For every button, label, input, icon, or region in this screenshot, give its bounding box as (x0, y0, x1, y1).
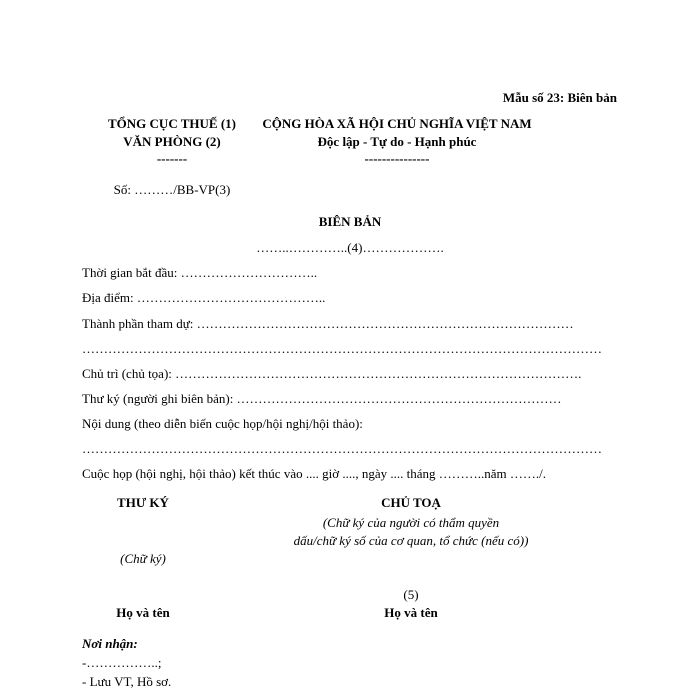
document-subtitle: ……..…………..(4)………………. (256, 240, 444, 255)
field-start-time: Thời gian bắt đầu: ………………………….. (82, 265, 318, 280)
field-content: Nội dung (theo diễn biến cuộc họp/hội nghị/hội thảo): (82, 416, 363, 431)
field-end-time: Cuộc họp (hội nghị, hội thảo) kết thúc vào .... giờ ...., ngày .... tháng ………..năm ……./. (82, 466, 546, 481)
chair-name: Họ và tên (384, 605, 438, 620)
agency-rule: ------- (156, 151, 188, 166)
chair-marker: (5) (403, 587, 419, 602)
motto-rule: --------------- (364, 151, 430, 166)
agency-line1: TỔNG CỤC THUẾ (1) (108, 116, 236, 131)
motto: Độc lập - Tự do - Hạnh phúc (317, 134, 477, 149)
secretary-name: Họ và tên (116, 605, 170, 620)
field-participants-cont: ………………………………………………………………………………………………………… (82, 341, 602, 356)
recipient-item: - Lưu VT, Hồ sơ. (82, 674, 172, 689)
document-title: BIÊN BẢN (318, 214, 382, 229)
chair-sign-line1: (Chữ ký của người có thẩm quyền (322, 515, 500, 530)
secretary-sign: (Chữ ký) (120, 551, 166, 566)
field-content-cont: ………………………………………………………………………………………………………… (82, 441, 602, 456)
recipients-label: Nơi nhận: (82, 636, 138, 651)
nation-heading: CỘNG HÒA XÃ HỘI CHỦ NGHĨA VIỆT NAM (262, 116, 532, 131)
chair-sign-line2: dấu/chữ ký số của cơ quan, tổ chức (nếu có)) (293, 533, 529, 548)
document-number: Số: ………/BB-VP(3) (113, 182, 231, 197)
agency-line2: VĂN PHÒNG (2) (123, 134, 221, 149)
field-secretary: Thư ký (người ghi biên bản): ………………………………………………………………… (82, 391, 562, 406)
form-number: Mẫu số 23: Biên bản (502, 90, 617, 105)
field-chair: Chủ trì (chủ tọa): …………………………………………………………………………………. (82, 366, 582, 381)
secretary-title: THƯ KÝ (117, 495, 169, 510)
chair-title: CHỦ TOẠ (381, 495, 441, 510)
recipient-item: -……………..; (82, 655, 162, 670)
field-participants: Thành phần tham dự: …………………………………………………………………………… (82, 316, 574, 331)
field-location: Địa điểm: …………………………………….. (82, 290, 326, 305)
